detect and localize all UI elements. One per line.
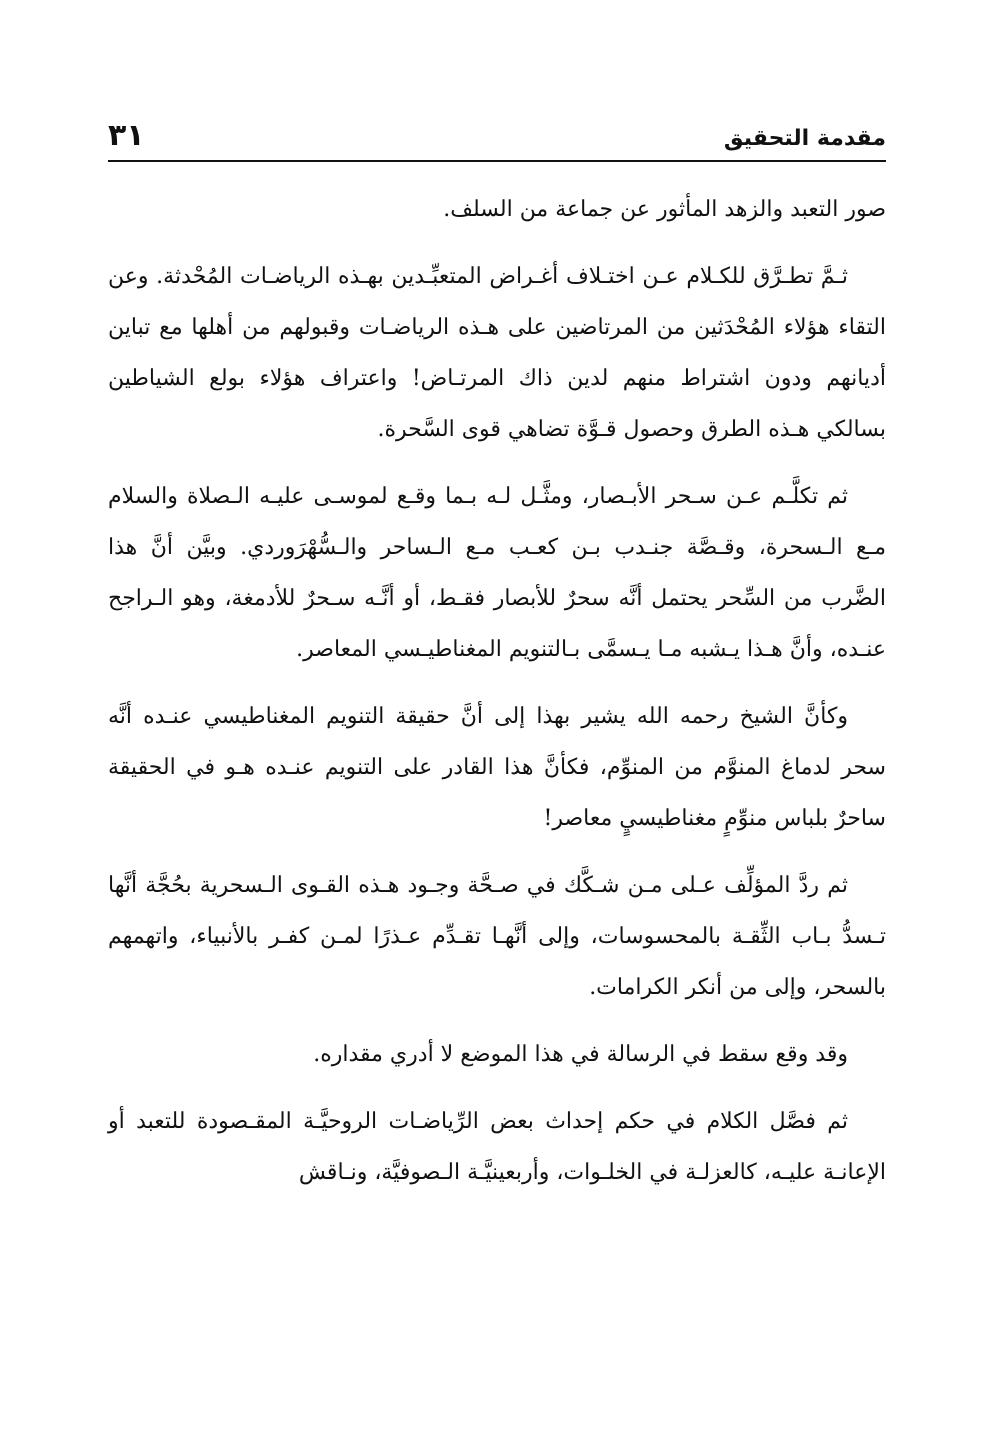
paragraph: ثم ردَّ المؤلِّف عـلى مـن شـكَّك في صـحَّة وجـود هـذه القـوى الـسحرية بحُجَّة أنَّها تـسدُّ بـاب الثِّقـة بالمحسوسات، وإلى أنَّهـا تقـدِّم عـذرًا لمـن كفـر بالأنبياء، واتهمهم بالسحر، وإلى من أنكر الكرامات. (108, 873, 886, 1000)
paragraph: ثم فصَّل الكلام في حكم إحداث بعض الرِّياضـات الروحيَّـة المقـصودة للتعبد أو الإعانـة عليـه، كالعزلـة في الخلـوات، وأربعينيَّـة الـصوفيَّة، ونـاقش (108, 1109, 886, 1185)
page-body (108, 184, 886, 1214)
page-number: ٣١ (108, 118, 145, 153)
paragraph: ثم تكلَّـم عـن سـحر الأبـصار، ومثَّـل لـه بـما وقـع لموسـى عليـه الـصلاة والسلام مـع الـسحرة، وقـصَّة جنـدب بـن كعـب مـع الـساحر والـسُّهْرَوردي. وبيَّن أنَّ هذا الضَّرب من السِّحر يحتمل أنَّه سحرٌ للأبصار فقـط، أو أنَّـه سـحرٌ للأدمغة، وهو الـراجح عنـده، وأنَّ هـذا يـشبه مـا يـسمَّى بـالتنويم المغناطيـسي المعاصر. (108, 484, 886, 662)
paragraph: ثـمَّ تطـرَّق للكـلام عـن اختـلاف أغـراض المتعبِّـدين بهـذه الرياضـات المُحْدثة. وعن التقاء هؤلاء المُحْدَثين من المرتاضين على هـذه الرياضـات وقبولهم من أهلها مع تباين أديانهم ودون اشتراط منهم لدين ذاك المرتـاض! واعتراف هؤلاء بولع الشياطين بسالكي هـذه الطرق وحصول قـوَّة تضاهي قوى السَّحرة. (108, 264, 886, 442)
page-header (108, 118, 886, 158)
paragraph: وقد وقع سقط في الرسالة في هذا الموضع لا أدري مقداره. (313, 1042, 848, 1067)
running-title: مقدمة التحقيق (723, 126, 886, 151)
paragraph: وكأنَّ الشيخ رحمه الله يشير بهذا إلى أنَّ حقيقة التنويم المغناطيسي عنـده أنَّه سحر لدماغ المنوَّم من المنوِّم، فكأنَّ هذا القادر على التنويم عنـده هـو في الحقيقة ساحرٌ بلباس منوِّمٍ مغناطيسيٍ معاصر! (108, 704, 886, 831)
header-rule (108, 160, 886, 162)
paragraph: صور التعبد والزهد المأثور عن جماعة من السلف. (443, 197, 886, 222)
